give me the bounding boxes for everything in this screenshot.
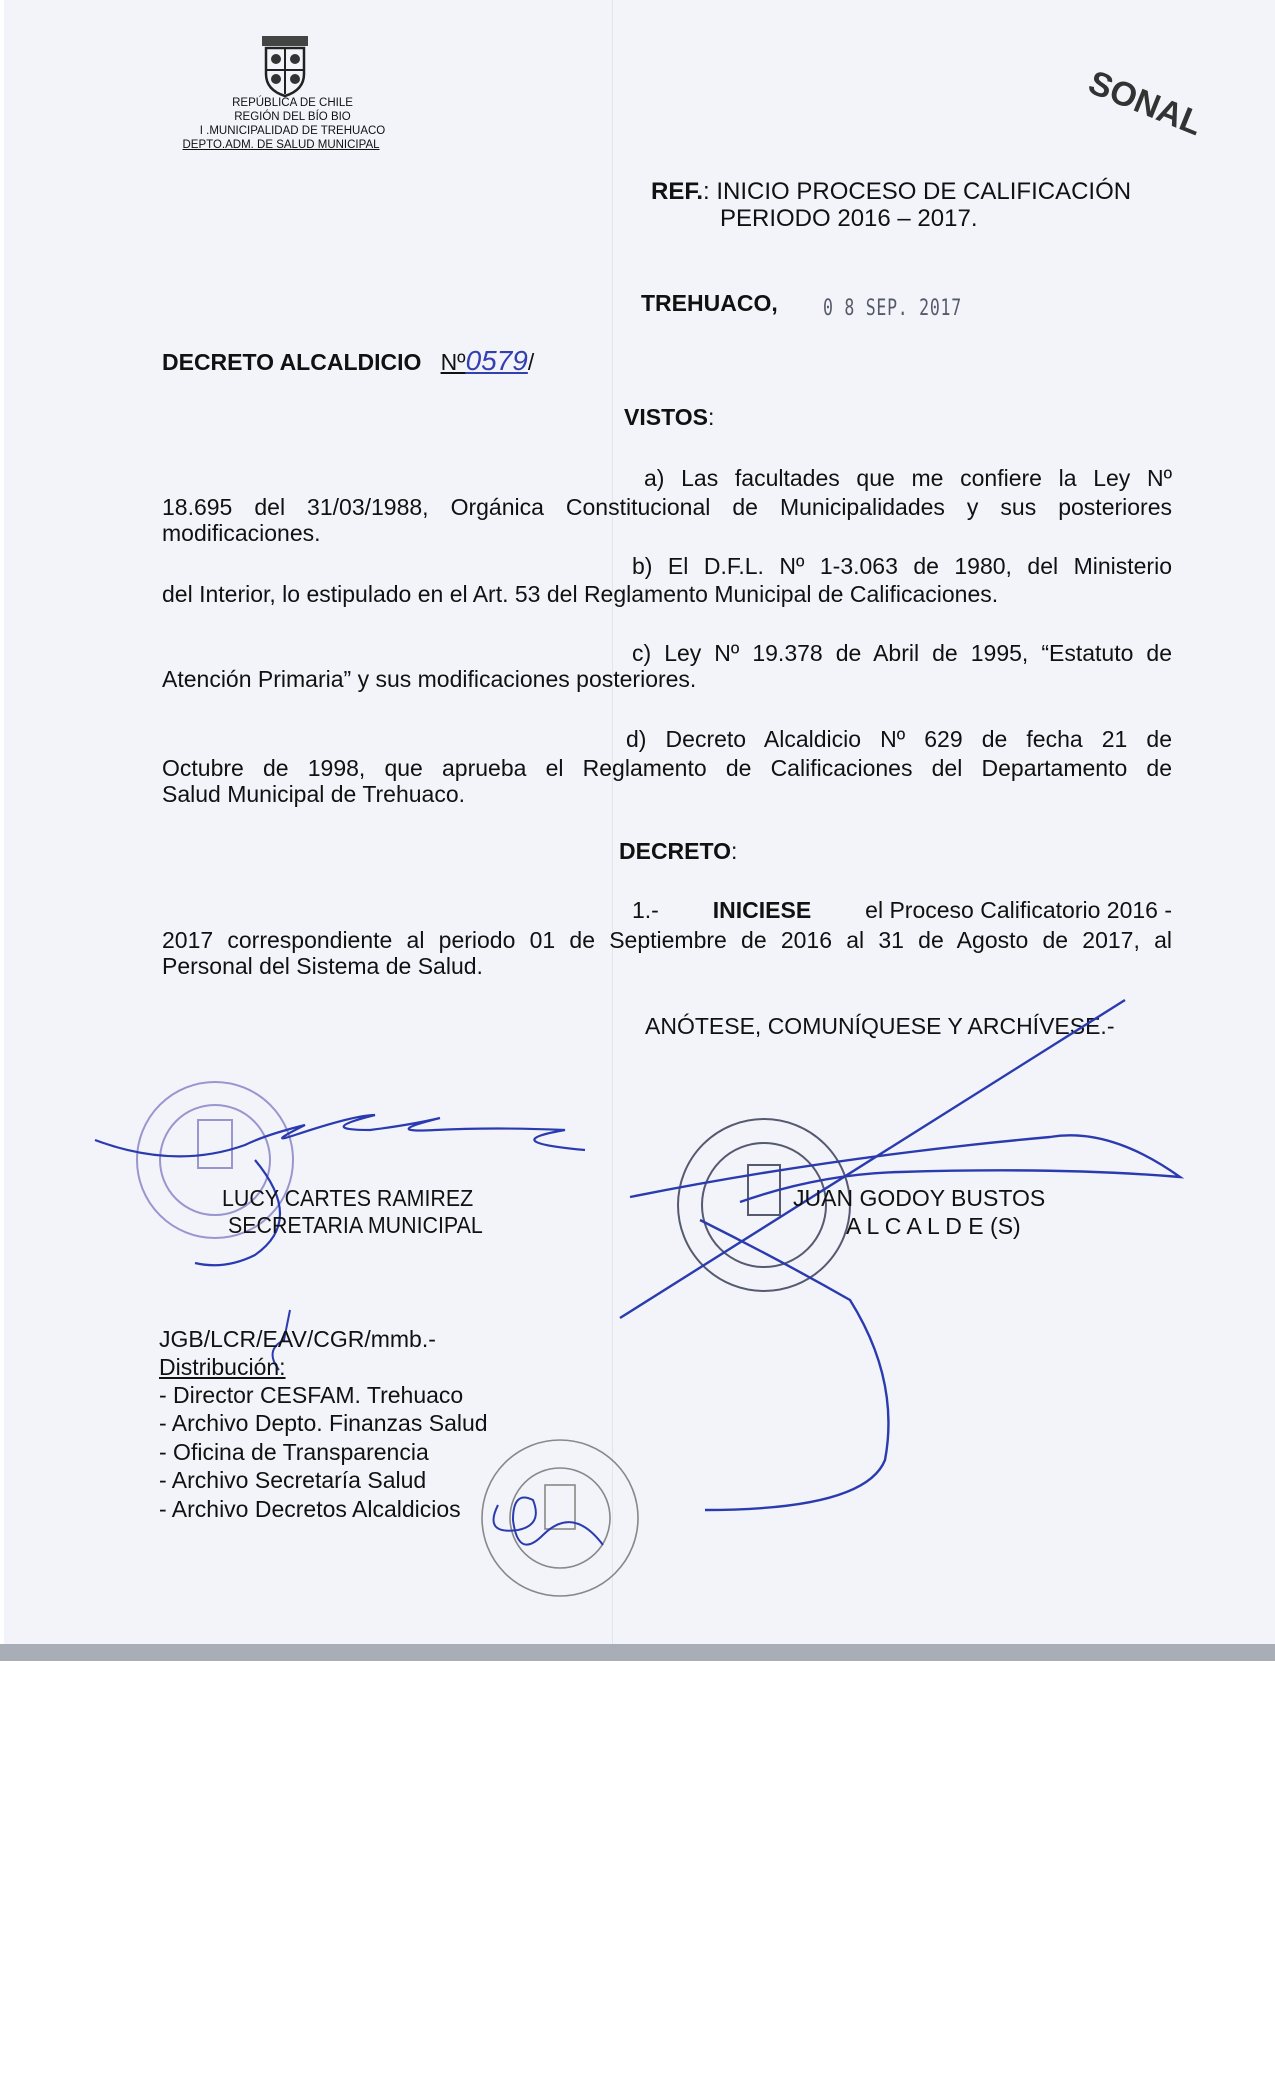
vistos-item-a: a) Las facultades que me confiere la Ley Nº [644, 465, 1172, 491]
vistos-item-d: Octubre de 1998, que aprueba el Reglamento de Calificaciones del Departamento de [162, 755, 1172, 781]
vistos-item-a: modificaciones. [162, 520, 321, 546]
ref-text: : INICIO PROCESO DE CALIFICACIÓN [703, 178, 1132, 205]
header-line: REPÚBLICA DE CHILE [232, 97, 353, 109]
decree-number: 0579 [465, 345, 528, 376]
ref-line-1 [651, 178, 1131, 206]
vistos-item-d: Salud Municipal de Trehuaco. [162, 781, 466, 807]
date-stamp: 0 8 SEP. 2017 [823, 296, 962, 321]
decreto-item-1: Personal del Sistema de Salud. [162, 953, 483, 979]
vistos-item-c: Atención Primaria” y sus modificaciones posteriores. [162, 666, 697, 692]
scan-edge [0, 1644, 1275, 1661]
ref-label: REF. [651, 178, 704, 205]
signer-name: LUCY CARTES RAMIREZ [222, 1185, 474, 1211]
decree-title: DECRETO ALCALDICIO Nº0579/ [162, 345, 535, 376]
list-item: - Archivo Decretos Alcaldicios [159, 1496, 461, 1522]
received-stamp: SONAL [1083, 63, 1208, 144]
signer-role: A L C A L D E (S) [846, 1213, 1021, 1239]
distribution-title: Distribución: [159, 1354, 286, 1380]
place: TREHUACO, [641, 290, 778, 316]
initials: JGB/LCR/EAV/CGR/mmb.- [159, 1326, 436, 1352]
list-item: - Oficina de Transparencia [159, 1439, 429, 1465]
header-line: REGIÓN DEL BÍO BIO [234, 111, 351, 123]
signer-name: JUAN GODOY BUSTOS [793, 1185, 1046, 1211]
vistos-item-b: b) El D.F.L. Nº 1-3.063 de 1980, del Ministerio [632, 553, 1172, 579]
fold-line [612, 0, 613, 1644]
closing-formula: ANÓTESE, COMUNÍQUESE Y ARCHÍVESE.- [645, 1013, 1115, 1039]
vistos-title: VISTOS: [624, 404, 715, 430]
header-line: I .MUNICIPALIDAD DE TREHUACO [199, 125, 386, 137]
header-line: DEPTO.ADM. DE SALUD MUNICIPAL [182, 139, 380, 151]
decreto-item-1: 1.- INICIESE el Proceso Calificatorio 2016 - [632, 897, 1172, 923]
vistos-item-c: c) Ley Nº 19.378 de Abril de 1995, “Estatuto de [632, 640, 1172, 666]
decreto-item-1: 2017 correspondiente al periodo 01 de Septiembre de 2016 al 31 de Agosto de 2017, al [162, 927, 1172, 953]
ref-line-2: PERIODO 2016 – 2017. [720, 205, 978, 232]
vistos-item-a: 18.695 del 31/03/1988, Orgánica Constitucional de Municipalidades y sus posteriores [162, 494, 1172, 520]
list-item: - Archivo Secretaría Salud [159, 1467, 427, 1493]
list-item: - Director CESFAM. Trehuaco [159, 1382, 464, 1408]
signer-role: SECRETARIA MUNICIPAL [228, 1212, 483, 1238]
vistos-item-b: del Interior, lo estipulado en el Art. 53 del Reglamento Municipal de Calificaciones. [162, 581, 999, 607]
decreto-title: DECRETO: [619, 838, 738, 864]
list-item: - Archivo Depto. Finanzas Salud [159, 1410, 488, 1436]
vistos-item-d: d) Decreto Alcaldicio Nº 629 de fecha 21 de [626, 726, 1172, 752]
